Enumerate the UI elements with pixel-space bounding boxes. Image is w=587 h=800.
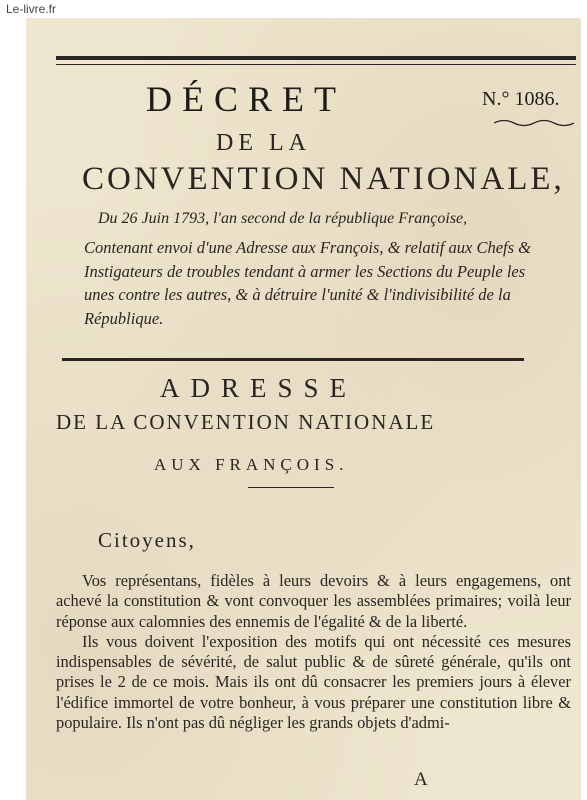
adresse-recipients: AUX FRANÇOIS. <box>154 455 349 474</box>
swash-ornament <box>494 118 574 128</box>
section-rule <box>62 358 524 361</box>
signature-mark: A <box>414 769 428 790</box>
document-page <box>26 18 581 800</box>
salutation: Citoyens, <box>98 528 196 552</box>
paragraph: Ils vous doivent l'exposition des motifs qui ont nécessité ces mesures indispensables de sévérité, de salut public & de sûreté générale, qu'ils ont prises le 2 de ce mois. Mais ils ont dû consacrer les premiers jours à élever l'édifice immortel de votre bonheur, à vous préparer une constitution libre & populaire. Ils n'ont pas dû négliger les grands objets d'admi- <box>56 631 571 733</box>
short-rule <box>248 487 334 488</box>
watermark: Le-livre.fr <box>6 2 57 16</box>
convention-heading: CONVENTION NATIONALE, <box>82 161 565 197</box>
adresse-subtitle: DE LA CONVENTION NATIONALE <box>56 410 436 434</box>
date-line: Du 26 Juin 1793, l'an second de la république Françoise, <box>98 210 468 227</box>
decree-summary: Contenant envoi d'une Adresse aux François, & relatif aux Chefs & Instigateurs de troubles tendant à armer les Sections du Peuple les unes contre les autres, & à détruire l'unité & l'indivisibilité de la République. <box>84 238 531 328</box>
adresse-title: ADRESSE <box>160 373 358 403</box>
decree-number: N.° 1086. <box>482 88 560 110</box>
paragraph: Vos représentans, fidèles à leurs devoirs & à leurs engagemens, ont achevé la constitution & vont convoquer les assemblées primaires; voilà leur réponse aux calomnies des ennemis de l'égalité & de la liberté. <box>56 571 571 631</box>
decree-title: DÉCRET <box>146 79 346 119</box>
letter-body <box>56 571 571 733</box>
de-la-heading: DE LA <box>216 130 311 156</box>
top-rule <box>56 56 576 60</box>
